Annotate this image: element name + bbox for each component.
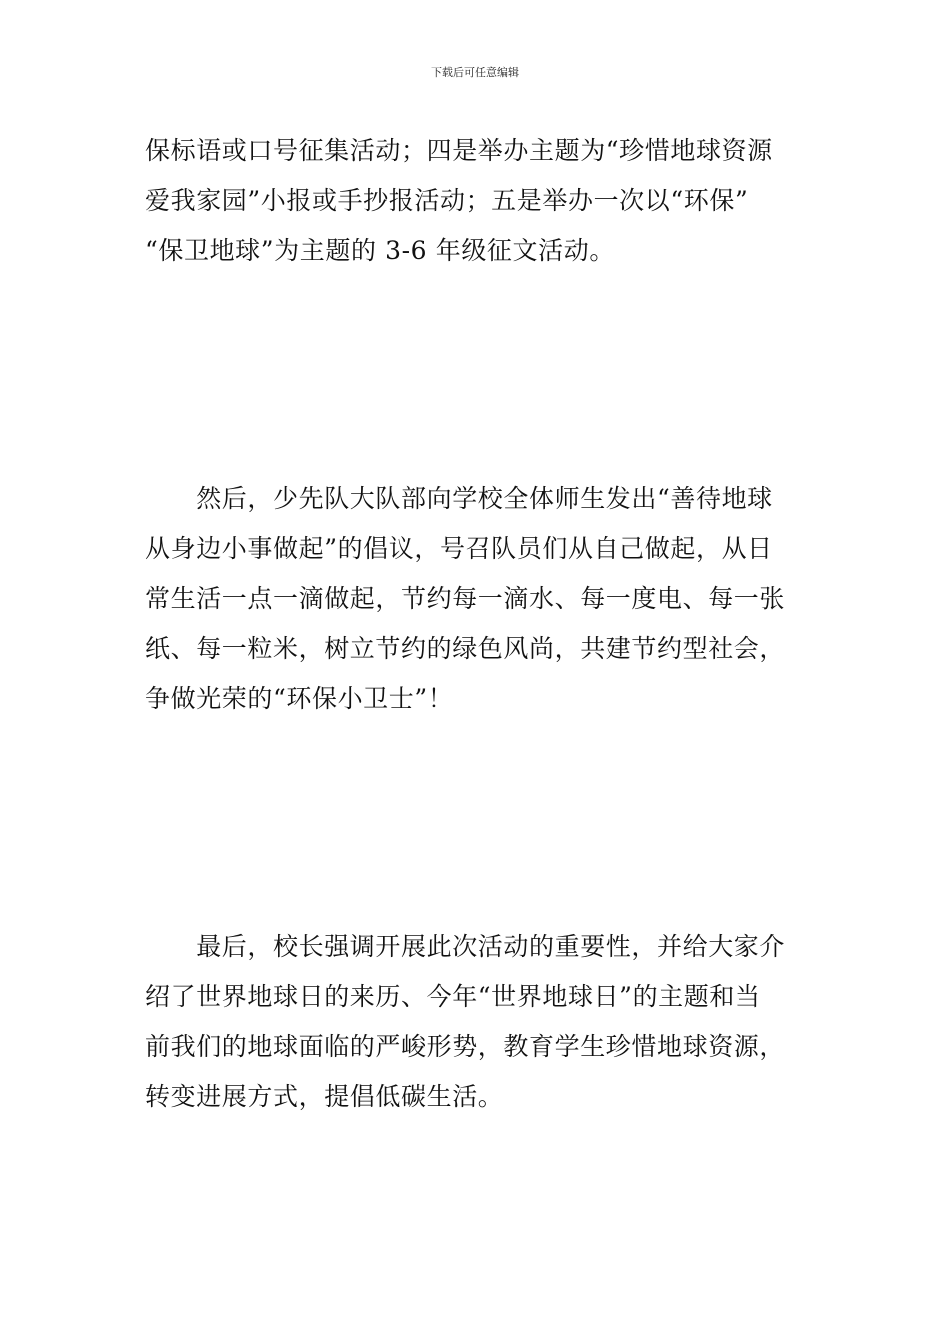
paragraph-line: 然后，少先队大队部向学校全体师生发出“善待地球: [145, 484, 773, 513]
paragraph-line: 常生活一点一滴做起，节约每一滴水、每一度电、每一张: [145, 584, 786, 613]
paragraph-initiative: [145, 474, 810, 724]
paragraph-line: 保标语或口号征集活动；四是举办主题为“珍惜地球资源: [145, 136, 773, 165]
paragraph-line: 转变进展方式，提倡低碳生活。: [145, 1082, 504, 1111]
paragraph-line: “保卫地球”为主题的 3-6 年级征文活动。: [145, 236, 615, 265]
paragraph-line: 爱我家园”小报或手抄报活动；五是举办一次以“环保”: [145, 186, 749, 215]
paragraph-line: 从身边小事做起”的倡议，号召队员们从自己做起，从日: [145, 534, 773, 563]
paragraph-activities: [145, 126, 810, 276]
paragraph-line: 前我们的地球面临的严峻形势，教育学生珍惜地球资源，: [145, 1032, 786, 1061]
paragraph-line: 最后，校长强调开展此次活动的重要性，并给大家介: [145, 932, 786, 961]
paragraph-line: 争做光荣的“环保小卫士”！: [145, 684, 454, 713]
page-header: 下载后可任意编辑: [431, 66, 519, 79]
paragraph-line: 纸、每一粒米，树立节约的绿色风尚，共建节约型社会，: [145, 634, 786, 663]
paragraph-line: 绍了世界地球日的来历、今年“世界地球日”的主题和当: [145, 982, 761, 1011]
paragraph-principal-speech: [145, 922, 810, 1122]
